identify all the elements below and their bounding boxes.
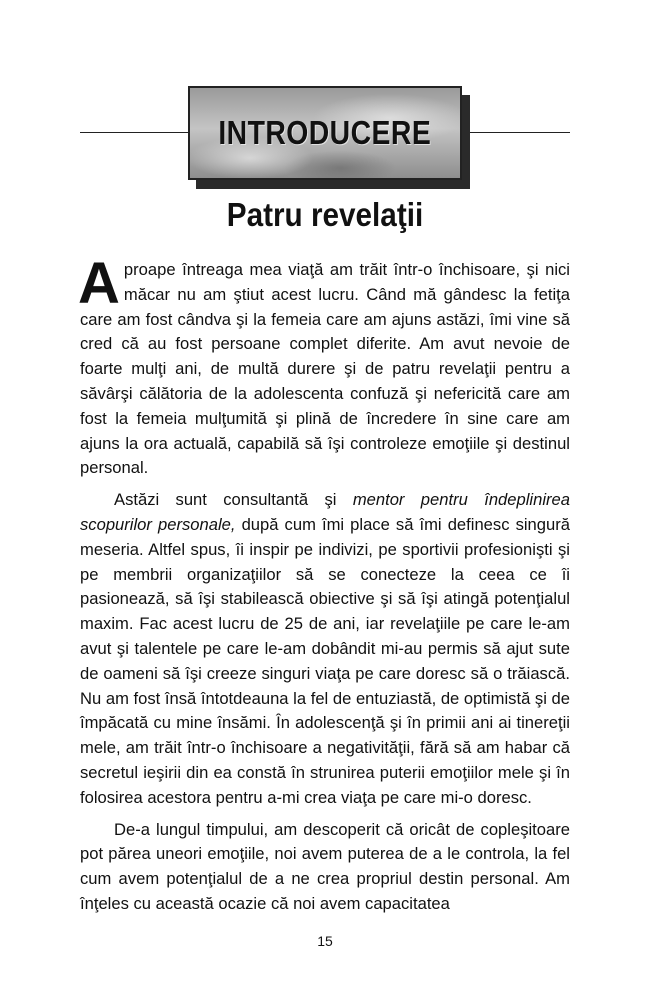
paragraph-3 <box>80 818 570 917</box>
paragraph-2-emphasis: mentor pentru îndeplinirea scopurilor personale, <box>80 490 570 534</box>
paragraph-2 <box>80 488 570 810</box>
paragraph-3-text: De-a lungul timpului, am descoperit că oricât de copleşitoare pot părea uneori emoţiile, noi avem puterea de a le controla, la fel cum avem potenţialul de a ne crea propriul destin personal. Am înţeles cu această ocazie că noi avem capacitatea <box>80 819 570 913</box>
header-rule-left <box>80 132 188 133</box>
paragraph-1-text: proape întreaga mea viaţă am trăit într-o închisoare, şi nici măcar nu am ştiut acest lucru. Când mă gândesc la fetiţa care am fost cândva şi la femeia care am ajuns astăzi, îmi vine să cred că au fost persoane complet diferite. Am avut nevoie de foarte mulţi ani, de multă durere şi de patru revelaţii pentru a săvârşi călătoria de la adolescenta confuză şi nefericită care am fost la femeia mulţumită şi plină de încredere în sine care am ajuns la ora actuală, capabilă să îşi controleze emoţiile şi destinul personal. <box>80 260 570 478</box>
body-text <box>78 251 570 917</box>
paragraph-2-text-before: Astăzi sunt consultantă şi <box>114 490 353 510</box>
drop-cap: A <box>78 251 120 316</box>
chapter-subtitle: Patru revelaţii <box>226 196 424 233</box>
paragraph-2-text-after: după cum îmi place să îmi definesc singură meseria. Altfel spus, îi inspir pe indivizi, pe sportivii profesionişti şi pe membrii organizaţiilor să se conecteze la ceea ce îi pasionează, să îşi stabilească obiective şi să îşi atingă potenţialul maxim. Fac acest lucru de 25 de ani, iar revelaţiile pe care le-am avut şi talentele pe care le-am dobândit mi-au permis să ajut sute de oameni să îşi creeze singuri viaţa pe care doresc să o trăiască. Nu am fost însă întotdeauna la fel de entuziastă, de optimistă şi de împăcată cu mine însămi. În adolescenţă şi în primii ani ai tinereţii mele, am trăit într-o închisoare a negativităţii, fără să am habar că secretul ieşirii din ea constă în strunirea puterii emoţiilor mele şi în folosirea acestora pentru a-mi crea viaţa pe care mi-o doresc. <box>80 514 570 807</box>
chapter-banner <box>188 86 462 180</box>
chapter-banner-title: INTRODUCERE <box>218 114 432 151</box>
page-number: 15 <box>317 933 333 949</box>
header-rule-right <box>464 132 570 133</box>
paragraph-1 <box>78 251 570 481</box>
